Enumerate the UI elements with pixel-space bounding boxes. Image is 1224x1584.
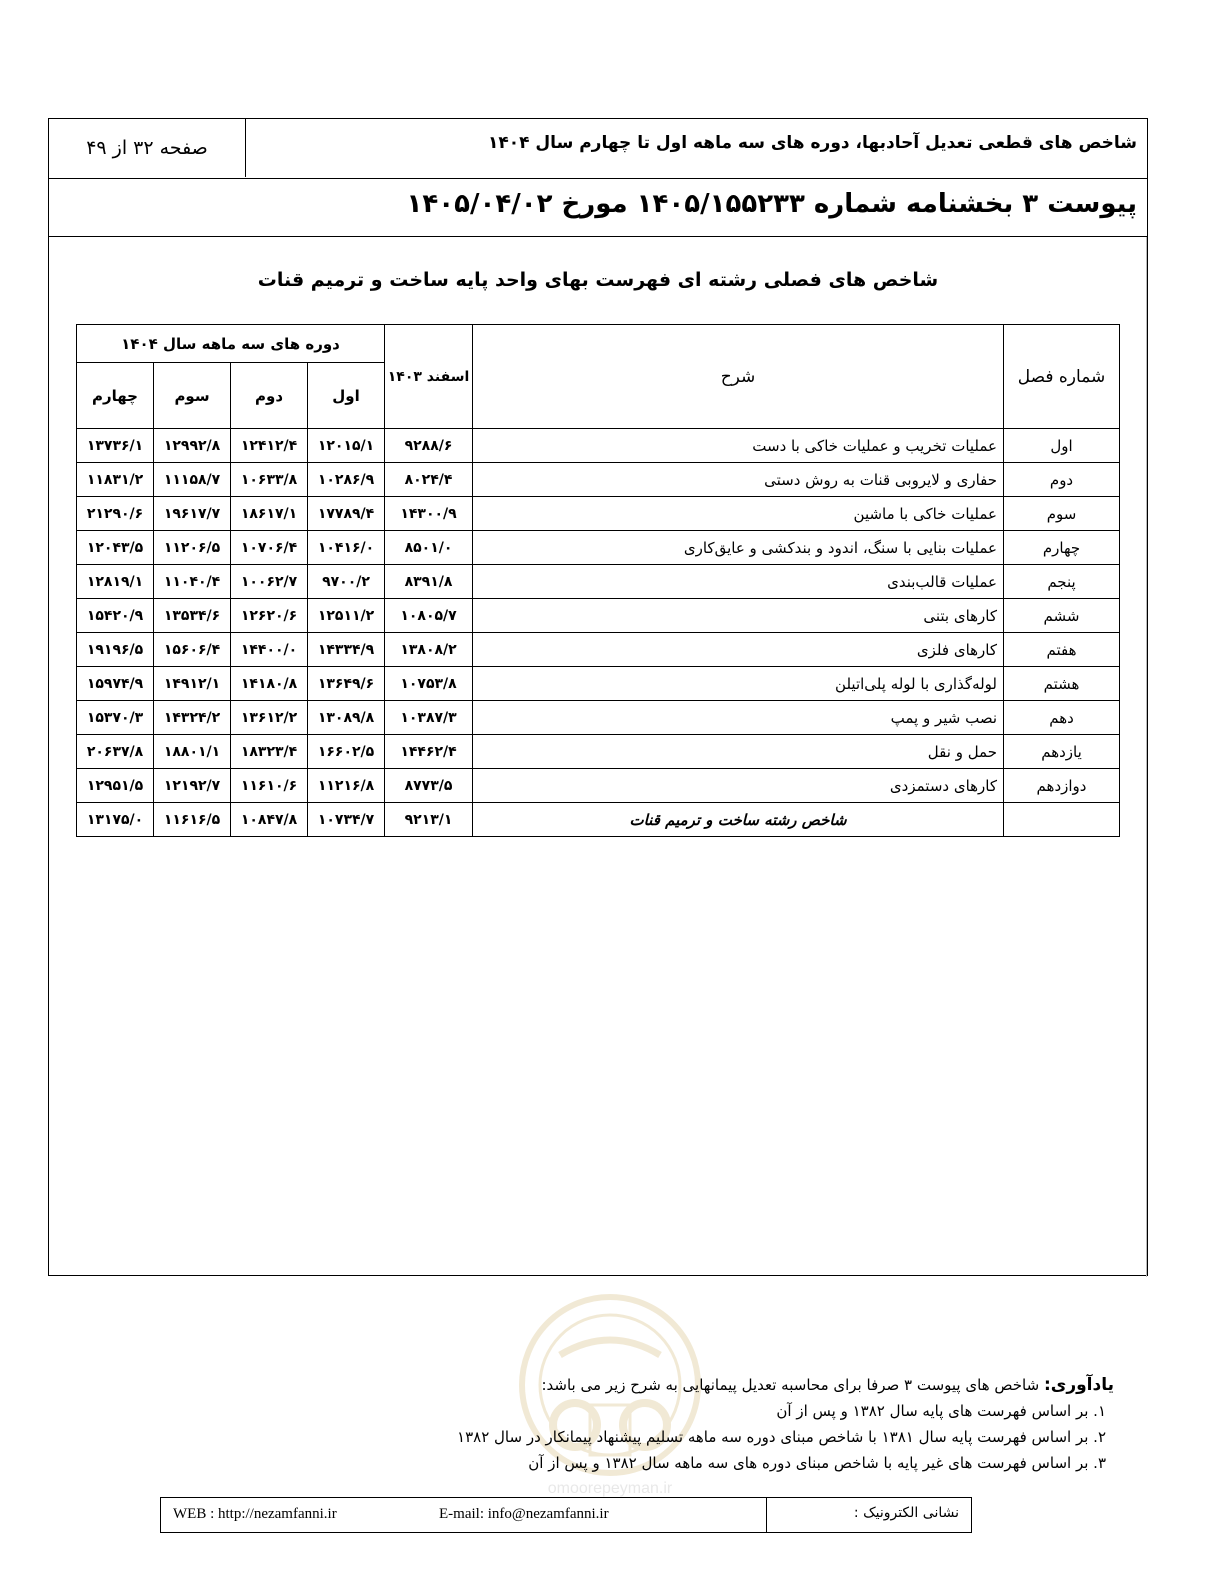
subheader-title: پیوست ۳ بخشنامه شماره ۱۴۰۵/۱۵۵۲۳۳ مورخ ۱۴۰۵/۰۴/۰۲ bbox=[406, 189, 1137, 219]
value-cell-q2: ۱۸۳۲۳/۴ bbox=[231, 735, 308, 769]
value-cell-esfand: ۱۰۷۵۳/۸ bbox=[385, 667, 473, 701]
value-cell-q3: ۱۵۶۰۶/۴ bbox=[154, 633, 231, 667]
description-cell: حفاری و لایروبی قنات به روش دستی bbox=[473, 463, 1004, 497]
reminder-item: ۱. بر اساس فهرست های پایه سال ۱۳۸۲ و پس از آن bbox=[776, 1402, 1106, 1420]
table-row bbox=[77, 769, 1120, 803]
value-cell-q4: ۲۰۶۳۷/۸ bbox=[77, 735, 154, 769]
value-cell-q1: ۱۰۲۸۶/۹ bbox=[308, 463, 385, 497]
value-cell-q1: ۱۰۴۱۶/۰ bbox=[308, 531, 385, 565]
value-cell-q3: ۱۲۹۹۲/۸ bbox=[154, 429, 231, 463]
value-cell-q2: ۱۲۴۱۲/۴ bbox=[231, 429, 308, 463]
value-cell-q1: ۱۲۰۱۵/۱ bbox=[308, 429, 385, 463]
value-cell-q2: ۱۴۱۸۰/۸ bbox=[231, 667, 308, 701]
value-cell-q1: ۱۱۲۱۶/۸ bbox=[308, 769, 385, 803]
chapter-cell: پنجم bbox=[1004, 565, 1120, 599]
value-cell-q1: ۱۲۵۱۱/۲ bbox=[308, 599, 385, 633]
value-cell-q3: ۱۹۶۱۷/۷ bbox=[154, 497, 231, 531]
value-cell-esfand: ۸۷۷۳/۵ bbox=[385, 769, 473, 803]
table-row bbox=[77, 497, 1120, 531]
page-number: صفحه ۳۲ از ۴۹ bbox=[49, 119, 246, 177]
email-link[interactable]: E-mail: info@nezamfanni.ir bbox=[439, 1506, 609, 1522]
description-cell: کارهای دستمزدی bbox=[473, 769, 1004, 803]
chapter-cell: دوازدهم bbox=[1004, 769, 1120, 803]
value-cell-q3: ۱۴۹۱۲/۱ bbox=[154, 667, 231, 701]
col-q2-header: دوم bbox=[231, 363, 308, 429]
reminder-text: شاخص های پیوست ۳ صرفا برای محاسبه تعدیل پیمانهایی به شرح زیر می باشد: bbox=[541, 1376, 1044, 1394]
table-row bbox=[77, 565, 1120, 599]
reminder-note bbox=[354, 1372, 1114, 1476]
value-cell-q3: ۱۳۵۳۴/۶ bbox=[154, 599, 231, 633]
value-cell-q4: ۱۲۸۱۹/۱ bbox=[77, 565, 154, 599]
value-cell-q3: ۱۲۱۹۲/۷ bbox=[154, 769, 231, 803]
table-row bbox=[77, 701, 1120, 735]
value-cell-q2: ۱۸۶۱۷/۱ bbox=[231, 497, 308, 531]
chapter-cell: هفتم bbox=[1004, 633, 1120, 667]
value-cell-esfand: ۱۳۸۰۸/۲ bbox=[385, 633, 473, 667]
table-row bbox=[77, 667, 1120, 701]
reminder-item: ۳. بر اساس فهرست های غیر پایه با شاخص مبنای دوره های سه ماهه سال ۱۳۸۲ و پس از آن bbox=[528, 1454, 1106, 1472]
col-chapter-header: شماره فصل bbox=[1004, 325, 1120, 429]
chapter-cell: دوم bbox=[1004, 463, 1120, 497]
value-cell-esfand: ۸۰۲۴/۴ bbox=[385, 463, 473, 497]
col-desc-header: شرح bbox=[473, 325, 1004, 429]
chapter-cell: دهم bbox=[1004, 701, 1120, 735]
table-row bbox=[77, 735, 1120, 769]
col-esfand-header: اسفند ۱۴۰۳ bbox=[385, 325, 473, 429]
value-cell-esfand: ۹۲۸۸/۶ bbox=[385, 429, 473, 463]
description-cell: کارهای بتنی bbox=[473, 599, 1004, 633]
total-chapter-cell bbox=[1004, 803, 1120, 837]
total-value-cell-esfand: ۹۲۱۳/۱ bbox=[385, 803, 473, 837]
value-cell-q2: ۱۱۶۱۰/۶ bbox=[231, 769, 308, 803]
chapter-cell: سوم bbox=[1004, 497, 1120, 531]
table-row bbox=[77, 531, 1120, 565]
col-q3-header: سوم bbox=[154, 363, 231, 429]
total-value-cell-q4: ۱۳۱۷۵/۰ bbox=[77, 803, 154, 837]
table-row bbox=[77, 599, 1120, 633]
description-cell: عملیات خاکی با ماشین bbox=[473, 497, 1004, 531]
chapter-cell: اول bbox=[1004, 429, 1120, 463]
header-row bbox=[49, 119, 1147, 179]
total-value-cell-q3: ۱۱۶۱۶/۵ bbox=[154, 803, 231, 837]
group-header: دوره های سه ماهه سال ۱۴۰۴ bbox=[77, 325, 385, 363]
value-cell-q4: ۱۵۴۲۰/۹ bbox=[77, 599, 154, 633]
value-cell-esfand: ۱۴۴۶۲/۴ bbox=[385, 735, 473, 769]
value-cell-q3: ۱۱۲۰۶/۵ bbox=[154, 531, 231, 565]
reminder-lead: یادآوری: bbox=[1043, 1375, 1114, 1395]
value-cell-q4: ۱۹۱۹۶/۵ bbox=[77, 633, 154, 667]
total-value-cell-q1: ۱۰۷۳۴/۷ bbox=[308, 803, 385, 837]
value-cell-q1: ۱۴۳۳۴/۹ bbox=[308, 633, 385, 667]
footer-box bbox=[160, 1497, 972, 1533]
value-cell-q4: ۱۵۳۷۰/۳ bbox=[77, 701, 154, 735]
reminder-item: ۲. بر اساس فهرست پایه سال ۱۳۸۱ با شاخص مبنای دوره سه ماهه تسلیم پیشنهاد پیمانکار در سال ۱۳۸۲ bbox=[457, 1428, 1106, 1446]
section-title: شاخص های فصلی رشته ای فهرست بهای واحد پایه ساخت و ترمیم قنات bbox=[257, 269, 939, 291]
value-cell-q1: ۱۶۶۰۲/۵ bbox=[308, 735, 385, 769]
value-cell-q4: ۱۲۰۴۳/۵ bbox=[77, 531, 154, 565]
table-row bbox=[77, 633, 1120, 667]
value-cell-esfand: ۸۵۰۱/۰ bbox=[385, 531, 473, 565]
value-cell-esfand: ۱۰۳۸۷/۳ bbox=[385, 701, 473, 735]
value-cell-q3: ۱۱۱۵۸/۷ bbox=[154, 463, 231, 497]
description-cell: کارهای فلزی bbox=[473, 633, 1004, 667]
subheader-row bbox=[49, 179, 1147, 237]
chapter-cell: ششم bbox=[1004, 599, 1120, 633]
value-cell-q1: ۱۷۷۸۹/۴ bbox=[308, 497, 385, 531]
value-cell-q1: ۹۷۰۰/۲ bbox=[308, 565, 385, 599]
address-label: نشانی الکترونیک : bbox=[766, 1498, 971, 1532]
value-cell-q4: ۱۱۸۳۱/۲ bbox=[77, 463, 154, 497]
value-cell-q1: ۱۳۰۸۹/۸ bbox=[308, 701, 385, 735]
table-row bbox=[77, 463, 1120, 497]
col-q4-header: چهارم bbox=[77, 363, 154, 429]
value-cell-esfand: ۱۰۸۰۵/۷ bbox=[385, 599, 473, 633]
value-cell-q2: ۱۰۰۶۲/۷ bbox=[231, 565, 308, 599]
divider bbox=[1141, 237, 1147, 1277]
value-cell-q2: ۱۳۶۱۲/۲ bbox=[231, 701, 308, 735]
description-cell: حمل و نقل bbox=[473, 735, 1004, 769]
chapter-cell: هشتم bbox=[1004, 667, 1120, 701]
chapter-cell: یازدهم bbox=[1004, 735, 1120, 769]
web-link[interactable]: WEB : http://nezamfanni.ir bbox=[173, 1506, 337, 1522]
description-cell: عملیات قالب‌بندی bbox=[473, 565, 1004, 599]
description-cell: لوله‌گذاری با لوله پلی‌اتیلن bbox=[473, 667, 1004, 701]
description-cell: عملیات تخریب و عملیات خاکی با دست bbox=[473, 429, 1004, 463]
value-cell-q1: ۱۳۶۴۹/۶ bbox=[308, 667, 385, 701]
index-table bbox=[76, 324, 1120, 837]
value-cell-q4: ۱۵۹۷۴/۹ bbox=[77, 667, 154, 701]
description-cell: عملیات بنایی با سنگ، اندود و بندکشی و عایق‌کاری bbox=[473, 531, 1004, 565]
watermark-text: omoorepeyman.ir bbox=[547, 1480, 673, 1497]
value-cell-esfand: ۸۳۹۱/۸ bbox=[385, 565, 473, 599]
total-description-cell: شاخص رشته ساخت و ترمیم قنات bbox=[473, 803, 1004, 837]
table-row bbox=[77, 429, 1120, 463]
header-title: شاخص های قطعی تعدیل آحادبها، دوره های سه ماهه اول تا چهارم سال ۱۴۰۴ bbox=[488, 133, 1137, 153]
value-cell-q2: ۱۰۷۰۶/۴ bbox=[231, 531, 308, 565]
value-cell-q3: ۱۱۰۴۰/۴ bbox=[154, 565, 231, 599]
value-cell-q4: ۱۲۹۵۱/۵ bbox=[77, 769, 154, 803]
description-cell: نصب شیر و پمپ bbox=[473, 701, 1004, 735]
value-cell-q3: ۱۸۸۰۱/۱ bbox=[154, 735, 231, 769]
total-value-cell-q2: ۱۰۸۴۷/۸ bbox=[231, 803, 308, 837]
value-cell-q2: ۱۲۶۲۰/۶ bbox=[231, 599, 308, 633]
total-row bbox=[77, 803, 1120, 837]
chapter-cell: چهارم bbox=[1004, 531, 1120, 565]
value-cell-q2: ۱۰۶۳۳/۸ bbox=[231, 463, 308, 497]
value-cell-q4: ۲۱۲۹۰/۶ bbox=[77, 497, 154, 531]
value-cell-q3: ۱۴۳۲۴/۲ bbox=[154, 701, 231, 735]
value-cell-q2: ۱۴۴۰۰/۰ bbox=[231, 633, 308, 667]
value-cell-q4: ۱۳۷۳۶/۱ bbox=[77, 429, 154, 463]
value-cell-esfand: ۱۴۳۰۰/۹ bbox=[385, 497, 473, 531]
col-q1-header: اول bbox=[308, 363, 385, 429]
